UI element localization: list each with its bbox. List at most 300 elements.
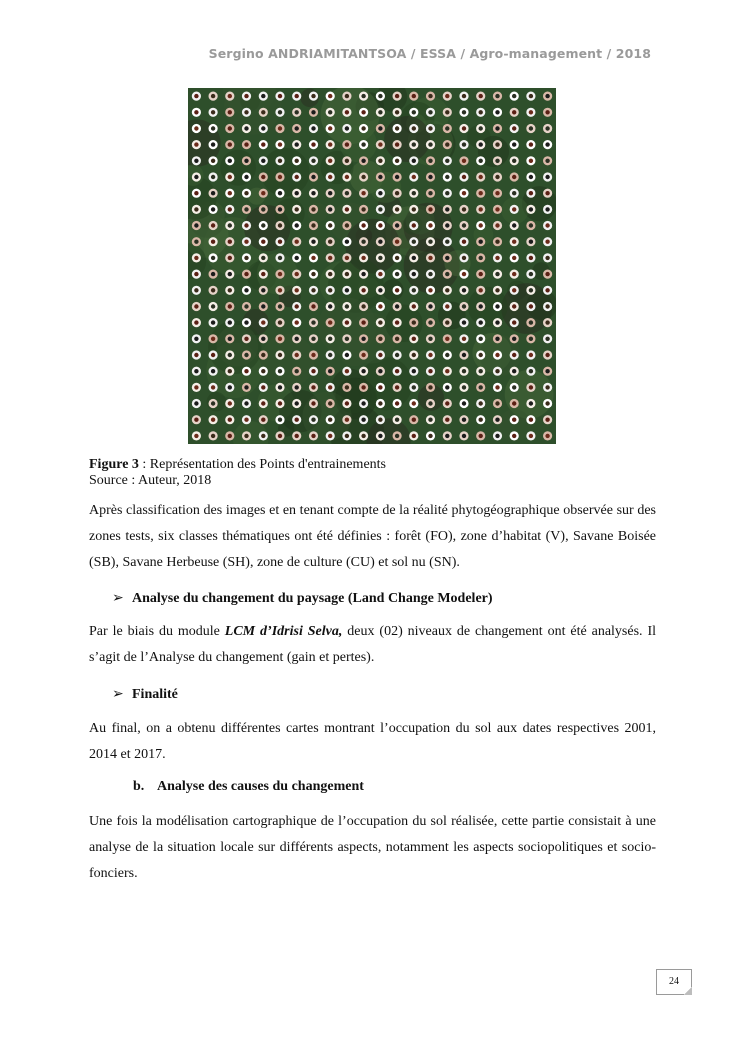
training-point [326,253,335,262]
training-point [493,270,502,279]
training-point [275,431,284,440]
training-point [326,383,335,392]
training-point [443,221,452,230]
training-point [192,205,201,214]
paragraph-final-maps: Au final, on a obtenu différentes cartes montrant l’occupation du sol aux dates respectives 2001, 2014 et 2017. [89,721,656,762]
training-point [476,302,485,311]
training-point [209,318,218,327]
training-point [376,140,385,149]
training-point [259,253,268,262]
training-point [326,415,335,424]
training-point [326,140,335,149]
training-point [493,172,502,181]
training-point [393,318,402,327]
training-point [526,156,535,165]
training-point [342,140,351,149]
training-point [242,156,251,165]
training-point [376,302,385,311]
training-point [493,237,502,246]
training-point [275,92,284,101]
training-point [292,189,301,198]
training-point [459,189,468,198]
training-point [459,334,468,343]
training-point [209,124,218,133]
training-point [225,367,234,376]
training-point [476,415,485,424]
training-point [275,367,284,376]
training-point [225,172,234,181]
training-point [426,399,435,408]
training-point [326,302,335,311]
training-point [309,286,318,295]
training-point [242,334,251,343]
training-point [459,108,468,117]
training-point [259,415,268,424]
training-point [493,383,502,392]
training-point [275,399,284,408]
training-point [543,302,552,311]
training-point [192,286,201,295]
training-point [359,270,368,279]
training-point [292,302,301,311]
training-point [393,221,402,230]
training-point [209,172,218,181]
training-point [426,189,435,198]
training-point [209,334,218,343]
training-point [510,415,519,424]
training-point [359,399,368,408]
training-point [443,350,452,359]
training-point [376,318,385,327]
training-point [342,205,351,214]
training-point [209,205,218,214]
training-point [476,350,485,359]
training-point [510,286,519,295]
training-point [393,237,402,246]
training-point [526,399,535,408]
training-point [342,156,351,165]
training-point [309,318,318,327]
training-point [342,350,351,359]
training-point [459,399,468,408]
training-point [426,302,435,311]
training-point [359,302,368,311]
training-point [209,189,218,198]
training-point [359,124,368,133]
training-point [543,156,552,165]
training-point [326,156,335,165]
training-point [309,399,318,408]
training-point [242,318,251,327]
training-point [192,253,201,262]
training-point [242,383,251,392]
training-point [393,383,402,392]
training-point [225,286,234,295]
training-point [209,367,218,376]
training-point [493,92,502,101]
training-point [242,221,251,230]
training-point [259,270,268,279]
training-point [426,221,435,230]
paragraph-lcm-end: deux (02) niveaux de changement ont été analysés. Il s’agit de l’Analyse du changement (gain et pertes). [89,624,657,665]
training-point [292,350,301,359]
training-point [309,221,318,230]
training-point [359,205,368,214]
training-point [393,415,402,424]
training-point [393,334,402,343]
training-point [242,205,251,214]
training-point [259,399,268,408]
training-point [543,367,552,376]
training-point [459,124,468,133]
training-point [359,383,368,392]
training-point [342,367,351,376]
training-point [476,334,485,343]
training-point [192,415,201,424]
training-point [259,237,268,246]
training-point [409,350,418,359]
training-point [510,237,519,246]
training-point [376,270,385,279]
training-point [292,156,301,165]
training-point [409,156,418,165]
subheading-causes [133,779,364,795]
training-point [543,286,552,295]
training-point [292,286,301,295]
training-point [359,92,368,101]
training-point [309,431,318,440]
training-point [192,156,201,165]
training-point [275,140,284,149]
training-point [510,399,519,408]
paragraph-lcm-start: Par le biais du module [89,624,225,639]
training-point [493,318,502,327]
training-point [476,253,485,262]
training-point [543,237,552,246]
training-point [493,399,502,408]
training-point [209,221,218,230]
training-point [393,399,402,408]
training-point [526,172,535,181]
training-point [376,431,385,440]
training-point [393,350,402,359]
training-point [543,350,552,359]
training-point [292,253,301,262]
training-point [376,253,385,262]
training-point [309,367,318,376]
training-point [326,205,335,214]
training-point [225,415,234,424]
training-point [225,205,234,214]
training-point [526,205,535,214]
training-point [292,270,301,279]
training-point [543,431,552,440]
training-point [275,237,284,246]
training-point [242,108,251,117]
training-point [526,92,535,101]
bullet-finalite [112,686,178,703]
training-point [393,431,402,440]
training-point [209,108,218,117]
training-point [543,383,552,392]
training-point [493,302,502,311]
figure-source: Source : Auteur, 2018 [89,473,212,488]
training-point [493,253,502,262]
training-point [359,350,368,359]
training-point [259,350,268,359]
training-point [376,286,385,295]
training-point [510,367,519,376]
training-point [342,189,351,198]
training-point [209,383,218,392]
figure-caption-text: : Représentation des Points d'entrainements [138,457,386,472]
training-point [526,302,535,311]
training-point [259,221,268,230]
training-point [259,140,268,149]
training-point [393,270,402,279]
training-point [376,205,385,214]
training-point [275,415,284,424]
training-point [342,92,351,101]
training-point [192,334,201,343]
training-point [209,302,218,311]
training-point [209,156,218,165]
training-point [225,92,234,101]
training-point [476,108,485,117]
training-point [510,172,519,181]
training-point [393,189,402,198]
training-point [426,124,435,133]
training-point [242,189,251,198]
training-point [376,415,385,424]
training-point [426,108,435,117]
training-point [275,350,284,359]
training-point [409,415,418,424]
training-point [443,172,452,181]
training-point [543,334,552,343]
training-point [192,140,201,149]
training-point [393,172,402,181]
training-point [409,140,418,149]
training-point [292,140,301,149]
training-point [426,383,435,392]
training-point [209,399,218,408]
training-point [326,172,335,181]
training-point [443,124,452,133]
training-point [192,172,201,181]
training-point [409,367,418,376]
training-point [476,399,485,408]
training-point [309,172,318,181]
training-point [476,124,485,133]
training-point [426,205,435,214]
training-point [510,189,519,198]
training-point [476,286,485,295]
training-point [259,431,268,440]
bullet-land-change-modeler [112,590,493,607]
training-point [292,399,301,408]
training-point [543,189,552,198]
training-point [526,367,535,376]
training-point [510,431,519,440]
training-point [376,399,385,408]
training-point [376,350,385,359]
training-point [543,253,552,262]
training-point [443,237,452,246]
training-point [275,189,284,198]
training-point [359,318,368,327]
training-point [292,367,301,376]
training-point [225,383,234,392]
training-point [192,350,201,359]
training-point [510,334,519,343]
training-point [459,415,468,424]
training-point [443,334,452,343]
training-point [309,205,318,214]
training-point [493,431,502,440]
running-header: Sergino ANDRIAMITANTSOA / ESSA / Agro-management / 2018 [208,46,651,61]
training-point [275,124,284,133]
training-point [426,253,435,262]
training-point [510,92,519,101]
training-point [393,367,402,376]
training-point [275,383,284,392]
training-point [242,350,251,359]
training-point [409,189,418,198]
training-point [493,415,502,424]
training-point [242,431,251,440]
training-point [225,302,234,311]
training-point [242,286,251,295]
training-point [510,253,519,262]
training-point [242,92,251,101]
training-point [242,140,251,149]
training-point [359,415,368,424]
training-point [376,334,385,343]
training-point [426,140,435,149]
training-point [275,302,284,311]
training-point [359,253,368,262]
training-point [342,270,351,279]
training-point [459,237,468,246]
training-point [376,108,385,117]
training-point [309,383,318,392]
training-point [225,156,234,165]
training-point [209,140,218,149]
bullet-label: Analyse du changement du paysage (Land Change Modeler) [132,591,493,606]
training-point [393,286,402,295]
training-point [342,172,351,181]
training-point [510,221,519,230]
training-point [459,92,468,101]
training-point [242,270,251,279]
training-point [259,124,268,133]
training-point [209,286,218,295]
training-point [409,124,418,133]
training-point [459,253,468,262]
training-point [359,286,368,295]
training-point [292,383,301,392]
training-point [326,92,335,101]
training-point [192,270,201,279]
training-point [459,140,468,149]
training-point [526,221,535,230]
training-point [426,286,435,295]
training-point [359,140,368,149]
training-point [326,431,335,440]
training-point [225,318,234,327]
training-point [275,156,284,165]
training-point [476,156,485,165]
training-point [409,253,418,262]
training-point [209,253,218,262]
training-point [543,318,552,327]
training-point [409,92,418,101]
training-point [259,156,268,165]
training-point [309,334,318,343]
paragraph-local-analysis: Une fois la modélisation cartographique de l’occupation du sol réalisée, cette partie consistait à une analyse de la situation locale sur différents aspects, notamment les aspects sociopolitiques et socio-fonciers. [89,814,656,881]
training-point [493,205,502,214]
training-point [409,205,418,214]
training-point [376,124,385,133]
training-point [459,431,468,440]
training-point [209,92,218,101]
training-point [393,253,402,262]
training-point [309,92,318,101]
training-point [510,350,519,359]
training-point [526,383,535,392]
training-point [426,367,435,376]
training-point [443,253,452,262]
training-point [476,221,485,230]
training-point [326,221,335,230]
training-point [309,302,318,311]
training-point [309,237,318,246]
training-point [209,237,218,246]
training-point [510,124,519,133]
training-point [192,367,201,376]
training-point [292,92,301,101]
training-point [342,431,351,440]
training-point [209,350,218,359]
training-point [342,124,351,133]
training-point [409,286,418,295]
training-point [326,367,335,376]
training-point [543,205,552,214]
training-point [443,415,452,424]
training-point [393,302,402,311]
training-point [326,270,335,279]
training-point [459,318,468,327]
training-point [526,431,535,440]
training-point [393,140,402,149]
training-point [309,108,318,117]
training-point [493,286,502,295]
training-point [476,92,485,101]
training-point [275,108,284,117]
training-point [359,237,368,246]
training-point [259,92,268,101]
training-point [342,383,351,392]
training-point [225,221,234,230]
training-point [259,172,268,181]
training-point [409,172,418,181]
training-point [543,92,552,101]
training-point [543,140,552,149]
figure-caption [89,457,386,489]
training-point [259,286,268,295]
training-point [543,415,552,424]
